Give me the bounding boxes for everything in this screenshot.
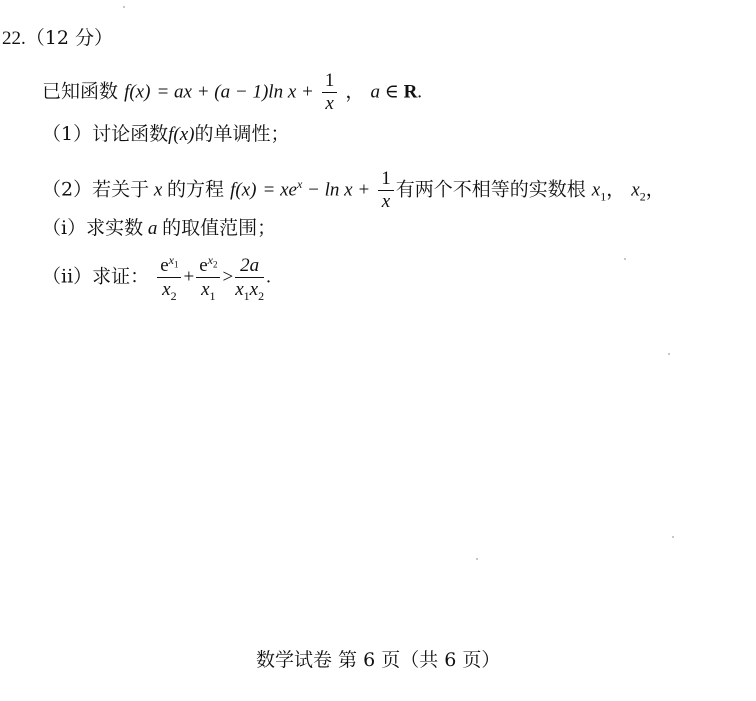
root-2-subscript: 2 — [639, 189, 646, 204]
fraction-3-denominator — [235, 278, 264, 301]
part-2-label: （2） — [42, 178, 93, 201]
part-2 — [42, 168, 665, 213]
fraction-3-den-var-2: x — [249, 278, 259, 300]
fraction-3-den-var-1: x — [235, 278, 244, 300]
problem-number: 22. — [2, 28, 26, 49]
fraction-2-den-var: x — [201, 279, 210, 300]
scan-speck — [476, 558, 478, 560]
inequality-fraction-2 — [196, 254, 220, 301]
part-2-i-text-b: 的取值范围； — [162, 217, 277, 239]
fraction-2-exp-var: x — [207, 252, 213, 267]
inequality-fraction-3 — [235, 255, 264, 301]
inequality-fraction-1 — [157, 254, 181, 301]
domain-separator: ， — [345, 80, 365, 103]
statement-period: . — [417, 81, 423, 103]
equation-exponent: x — [296, 177, 303, 192]
root-separator: ， — [606, 178, 626, 201]
root-1-subscript: 1 — [600, 189, 607, 204]
root-1: x — [591, 179, 601, 201]
part-1 — [42, 122, 290, 147]
fraction-1-exp-var: x — [168, 252, 174, 267]
fraction-2-den-sub: 1 — [209, 288, 216, 303]
fraction-2-exponent — [207, 252, 218, 270]
fraction-1-den-sub: 2 — [170, 288, 177, 303]
part-2-ii-end: . — [266, 266, 271, 288]
scan-speck — [668, 353, 670, 355]
fraction-1-base: e — [160, 255, 169, 276]
part-2-text-b: 的方程 — [167, 178, 225, 201]
root-2: x — [631, 179, 640, 201]
part-2-i-text-a: 求实数 — [86, 217, 144, 239]
part-1-function: f(x) — [168, 124, 195, 145]
problem-score: （12 分） — [25, 27, 113, 49]
part-2-ii — [42, 254, 271, 301]
equation-lhs: f(x) — [230, 179, 257, 201]
problem-statement — [42, 70, 422, 115]
page-footer: 数学试卷 第 6 页（共 6 页） — [256, 649, 501, 671]
fraction-denominator: x — [325, 93, 334, 114]
part-2-i — [42, 216, 276, 241]
part-1-text-before: 讨论函数 — [92, 123, 169, 145]
part-1-text-after: 的单调性； — [194, 123, 290, 145]
part-2-i-var-a: a — [143, 218, 163, 239]
intro-text: 已知函数 — [42, 80, 119, 103]
fraction-3-den-sub-1: 1 — [243, 288, 250, 303]
function-lhs: f(x) — [124, 81, 151, 103]
fraction-3-den-sub-2: 2 — [258, 288, 265, 303]
part-2-ii-text: 求证： — [92, 265, 150, 288]
fraction-2-base: e — [199, 255, 208, 276]
scan-speck — [123, 6, 125, 8]
equation-fraction-denominator: x — [381, 191, 391, 212]
fraction-3-numerator: 2a — [235, 255, 264, 278]
fraction-1-exp-sub: 1 — [173, 259, 179, 270]
function-rhs: = ax + (a − 1)ln x + — [156, 81, 314, 103]
fraction-2-denominator — [196, 278, 220, 301]
fraction-2-exp-sub: 2 — [212, 259, 218, 270]
domain-variable: a — [370, 81, 380, 103]
part-2-var-x: x — [149, 179, 168, 201]
scan-speck — [624, 258, 626, 260]
part-2-text-c: 有两个不相等的实数根 — [395, 178, 586, 201]
fraction-1-exponent — [168, 252, 179, 270]
part-2-ii-label: （ii） — [42, 265, 93, 288]
equation-fraction — [378, 168, 394, 213]
fraction-numerator: 1 — [322, 70, 338, 93]
problem-header — [2, 26, 113, 51]
fraction-one-over-x — [322, 70, 338, 115]
part-1-label: （1） — [42, 123, 93, 145]
part-2-text-a: 若关于 — [92, 178, 150, 201]
plus-sign: + — [183, 266, 195, 288]
fraction-1-numerator — [157, 254, 181, 278]
part-2-i-label: （i） — [42, 217, 87, 239]
real-set: R — [403, 81, 418, 103]
greater-than-sign: > — [222, 266, 234, 288]
equation-rhs-2: − ln x + — [302, 179, 371, 201]
scan-speck — [672, 536, 674, 538]
part-2-end: ， — [645, 178, 665, 201]
equation-rhs: = xe — [262, 179, 297, 201]
element-of-symbol: ∈ — [379, 81, 404, 103]
fraction-2-numerator — [196, 254, 220, 278]
equation-fraction-numerator: 1 — [378, 168, 394, 191]
fraction-1-denominator — [157, 278, 181, 301]
fraction-1-den-var: x — [162, 279, 171, 300]
